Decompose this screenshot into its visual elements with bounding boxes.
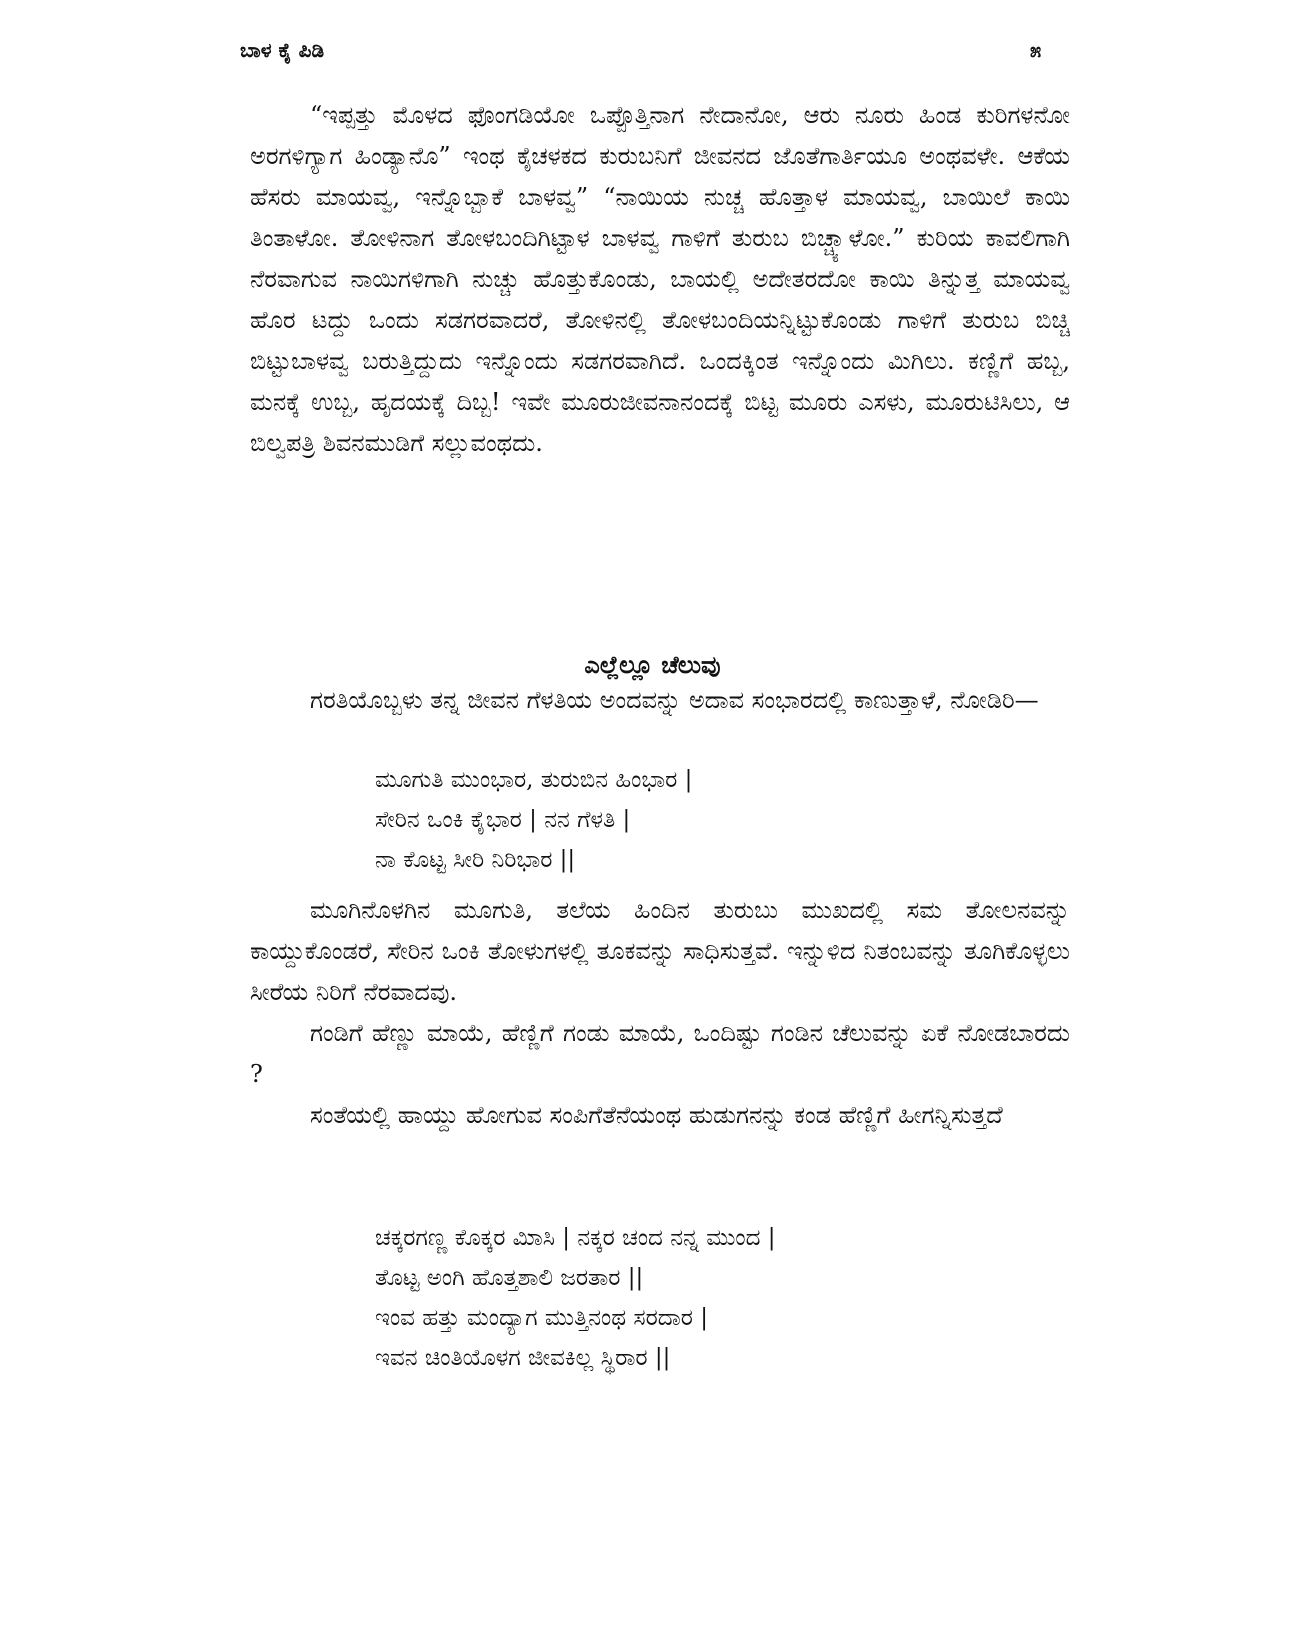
verse-2 [375,1218,776,1378]
verse-line: ಇಂವ ಹತ್ತು ಮಂದ್ಯಾಗ ಮುತ್ತಿನಂಥ ಸರದಾರ | [375,1305,708,1331]
section-title: ಎಲ್ಲೆಲ್ಲೂ ಚೆಲುವು [584,650,721,679]
verse-line: ನಾ ಕೊಟ್ಟ ಸೀರಿ ನಿರಿಭಾರ || [375,847,576,873]
paragraph-3: ಮೂಗಿನೊಳಗಿನ ಮೂಗುತಿ, ತಲೆಯ ಹಿಂದಿನ ತುರುಬು ಮುಖದಲ್ಲಿ ಸಮ ತೋಲನವನ್ನು ಕಾಯ್ದುಕೊಂಡರೆ, ಸೇರಿನ ಒಂಕಿ ತೋಳುಗಳಲ್ಲಿ ತೂಕವನ್ನು ಸಾಧಿಸುತ್ತವೆ. ಇನ್ನುಳಿದ ನಿತಂಬವನ್ನು ತೂಗಿಕೊಳ್ಳಲು ಸೀರೆಯ ನಿರಿಗೆ ನೆರವಾದವು. [250,896,1070,1006]
verse-1 [375,760,692,880]
verse-line: ಮೂಗುತಿ ಮುಂಭಾರ, ತುರುಬಿನ ಹಿಂಭಾರ | [375,767,693,793]
text-block-3 [250,890,1070,1136]
verse-line: ಸೇರಿನ ಒಂಕಿ ಕೈಭಾರ | ನನ ಗೆಳತಿ | [375,807,631,833]
page-number: ೫ [1030,38,1042,62]
paragraph-2: ಗರತಿಯೊಬ್ಬಳು ತನ್ನ ಜೀವನ ಗೆಳತಿಯ ಅಂದವನ್ನು ಅದಾವ ಸಂಭಾರದಲ್ಲಿ ಕಾಣುತ್ತಾಳೆ, ನೋಡಿರಿ— [310,686,1039,714]
text-block-1 [250,95,1070,464]
running-title: ಬಾಳ ಕೈ ಪಿಡಿ [240,38,325,62]
paragraph-5: ಸಂತೆಯಲ್ಲಿ ಹಾಯ್ದು ಹೋಗುವ ಸಂಪಿಗೆತೆನೆಯಂಥ ಹುಡುಗನನ್ನು ಕಂಡ ಹೆಣ್ಣಿಗೆ ಹೀಗನ್ನಿಸುತ್ತದೆ [310,1101,1003,1129]
verse-line: ಚಕ್ಕರಗಣ್ಣ ಕೊಕ್ಕರ ಮಿಾಸಿ | ನಕ್ಕರ ಚಂದ ನನ್ನ ಮುಂದ | [375,1225,776,1251]
paragraph-4: ಗಂಡಿಗೆ ಹೆಣ್ಣು ಮಾಯೆ, ಹೆಣ್ಣಿಗೆ ಗಂಡು ಮಾಯೆ, ಒಂದಿಷ್ಟು ಗಂಡಿನ ಚೆಲುವನ್ನು ಏಕೆ ನೋಡಬಾರದು ? [250,1019,1070,1088]
verse-line: ಇವನ ಚಿಂತಿಯೊಳಗ ಜೀವಕಿಲ್ಲ ಸ್ಥಿರಾರ || [375,1345,671,1371]
verse-line: ತೊಟ್ಟ ಅಂಗಿ ಹೊತ್ತಶಾಲಿ ಜರತಾರ || [375,1265,644,1291]
paragraph-1: “ಇಪ್ಪತ್ತು ಮೊಳದ ಫೊಂಗಡಿಯೋ ಒಪ್ಪೊತ್ತಿನಾಗ ನೇದಾನೋ, ಆರು ನೂರು ಹಿಂಡ ಕುರಿಗಳನೋ ಅರಗಳಿಗ್ಯಾಗ ಹಿಂಡ್ಯಾನೊ” ಇಂಥ ಕೈಚಳಕದ ಕುರುಬನಿಗೆ ಜೀವನದ ಜೊತೆಗಾರ್ತಿಯೂ ಅಂಥವಳೇ. ಆಕೆಯ ಹೆಸರು ಮಾಯವ್ವ, ಇನ್ನೊಬ್ಬಾಕೆ ಬಾಳವ್ವ” “ನಾಯಿಯ ನುಚ್ಚ ಹೊತ್ತಾಳ ಮಾಯವ್ವ, ಬಾಯಿಲೆ ಕಾಯಿ ತಿಂತಾಳೋ. ತೋಳಿನಾಗ ತೋಳಬಂದಿಗಿಟ್ಟಾಳ ಬಾಳವ್ವ ಗಾಳಿಗೆ ತುರುಬ ಬಿಚ್ಚ್ಯಾಳೋ.” ಕುರಿಯ ಕಾವಲಿಗಾಗಿ ನೆರವಾಗುವ ನಾಯಿಗಳಿಗಾಗಿ ನುಚ್ಚು ಹೊತ್ತುಕೊಂಡು, ಬಾಯಲ್ಲಿ ಅದೇತರದೋ ಕಾಯಿ ತಿನ್ನುತ್ತ ಮಾಯವ್ವ ಹೊರ ಟದ್ದು ಒಂದು ಸಡಗರವಾದರೆ, ತೋಳಿನಲ್ಲಿ ತೋಳಬಂದಿಯನ್ನಿಟ್ಟುಕೊಂಡು ಗಾಳಿಗೆ ತುರುಬ ಬಿಚ್ಚಿ ಬಿಟ್ಟುಬಾಳವ್ವ ಬರುತ್ತಿದ್ದುದು ಇನ್ನೊಂದು ಸಡಗರವಾಗಿದೆ. ಒಂದಕ್ಕಿಂತ ಇನ್ನೊಂದು ಮಿಗಿಲು. ಕಣ್ಣಿಗೆ ಹಬ್ಬ, ಮನಕ್ಕೆ ಉಬ್ಬ, ಹೃದಯಕ್ಕೆ ದಿಬ್ಬ! ಇವೇ ಮೂರುಜೀವನಾನಂದಕ್ಕೆ ಬಿಟ್ಟ ಮೂರು ಎಸಳು, ಮೂರುಟಿಸಿಲು, ಆ ಬಿಲ್ವಪತ್ರಿ ಶಿವನಮುಡಿಗೆ ಸಲ್ಲುವಂಥದು. [250,101,1070,457]
text-block-2 [250,680,1070,721]
